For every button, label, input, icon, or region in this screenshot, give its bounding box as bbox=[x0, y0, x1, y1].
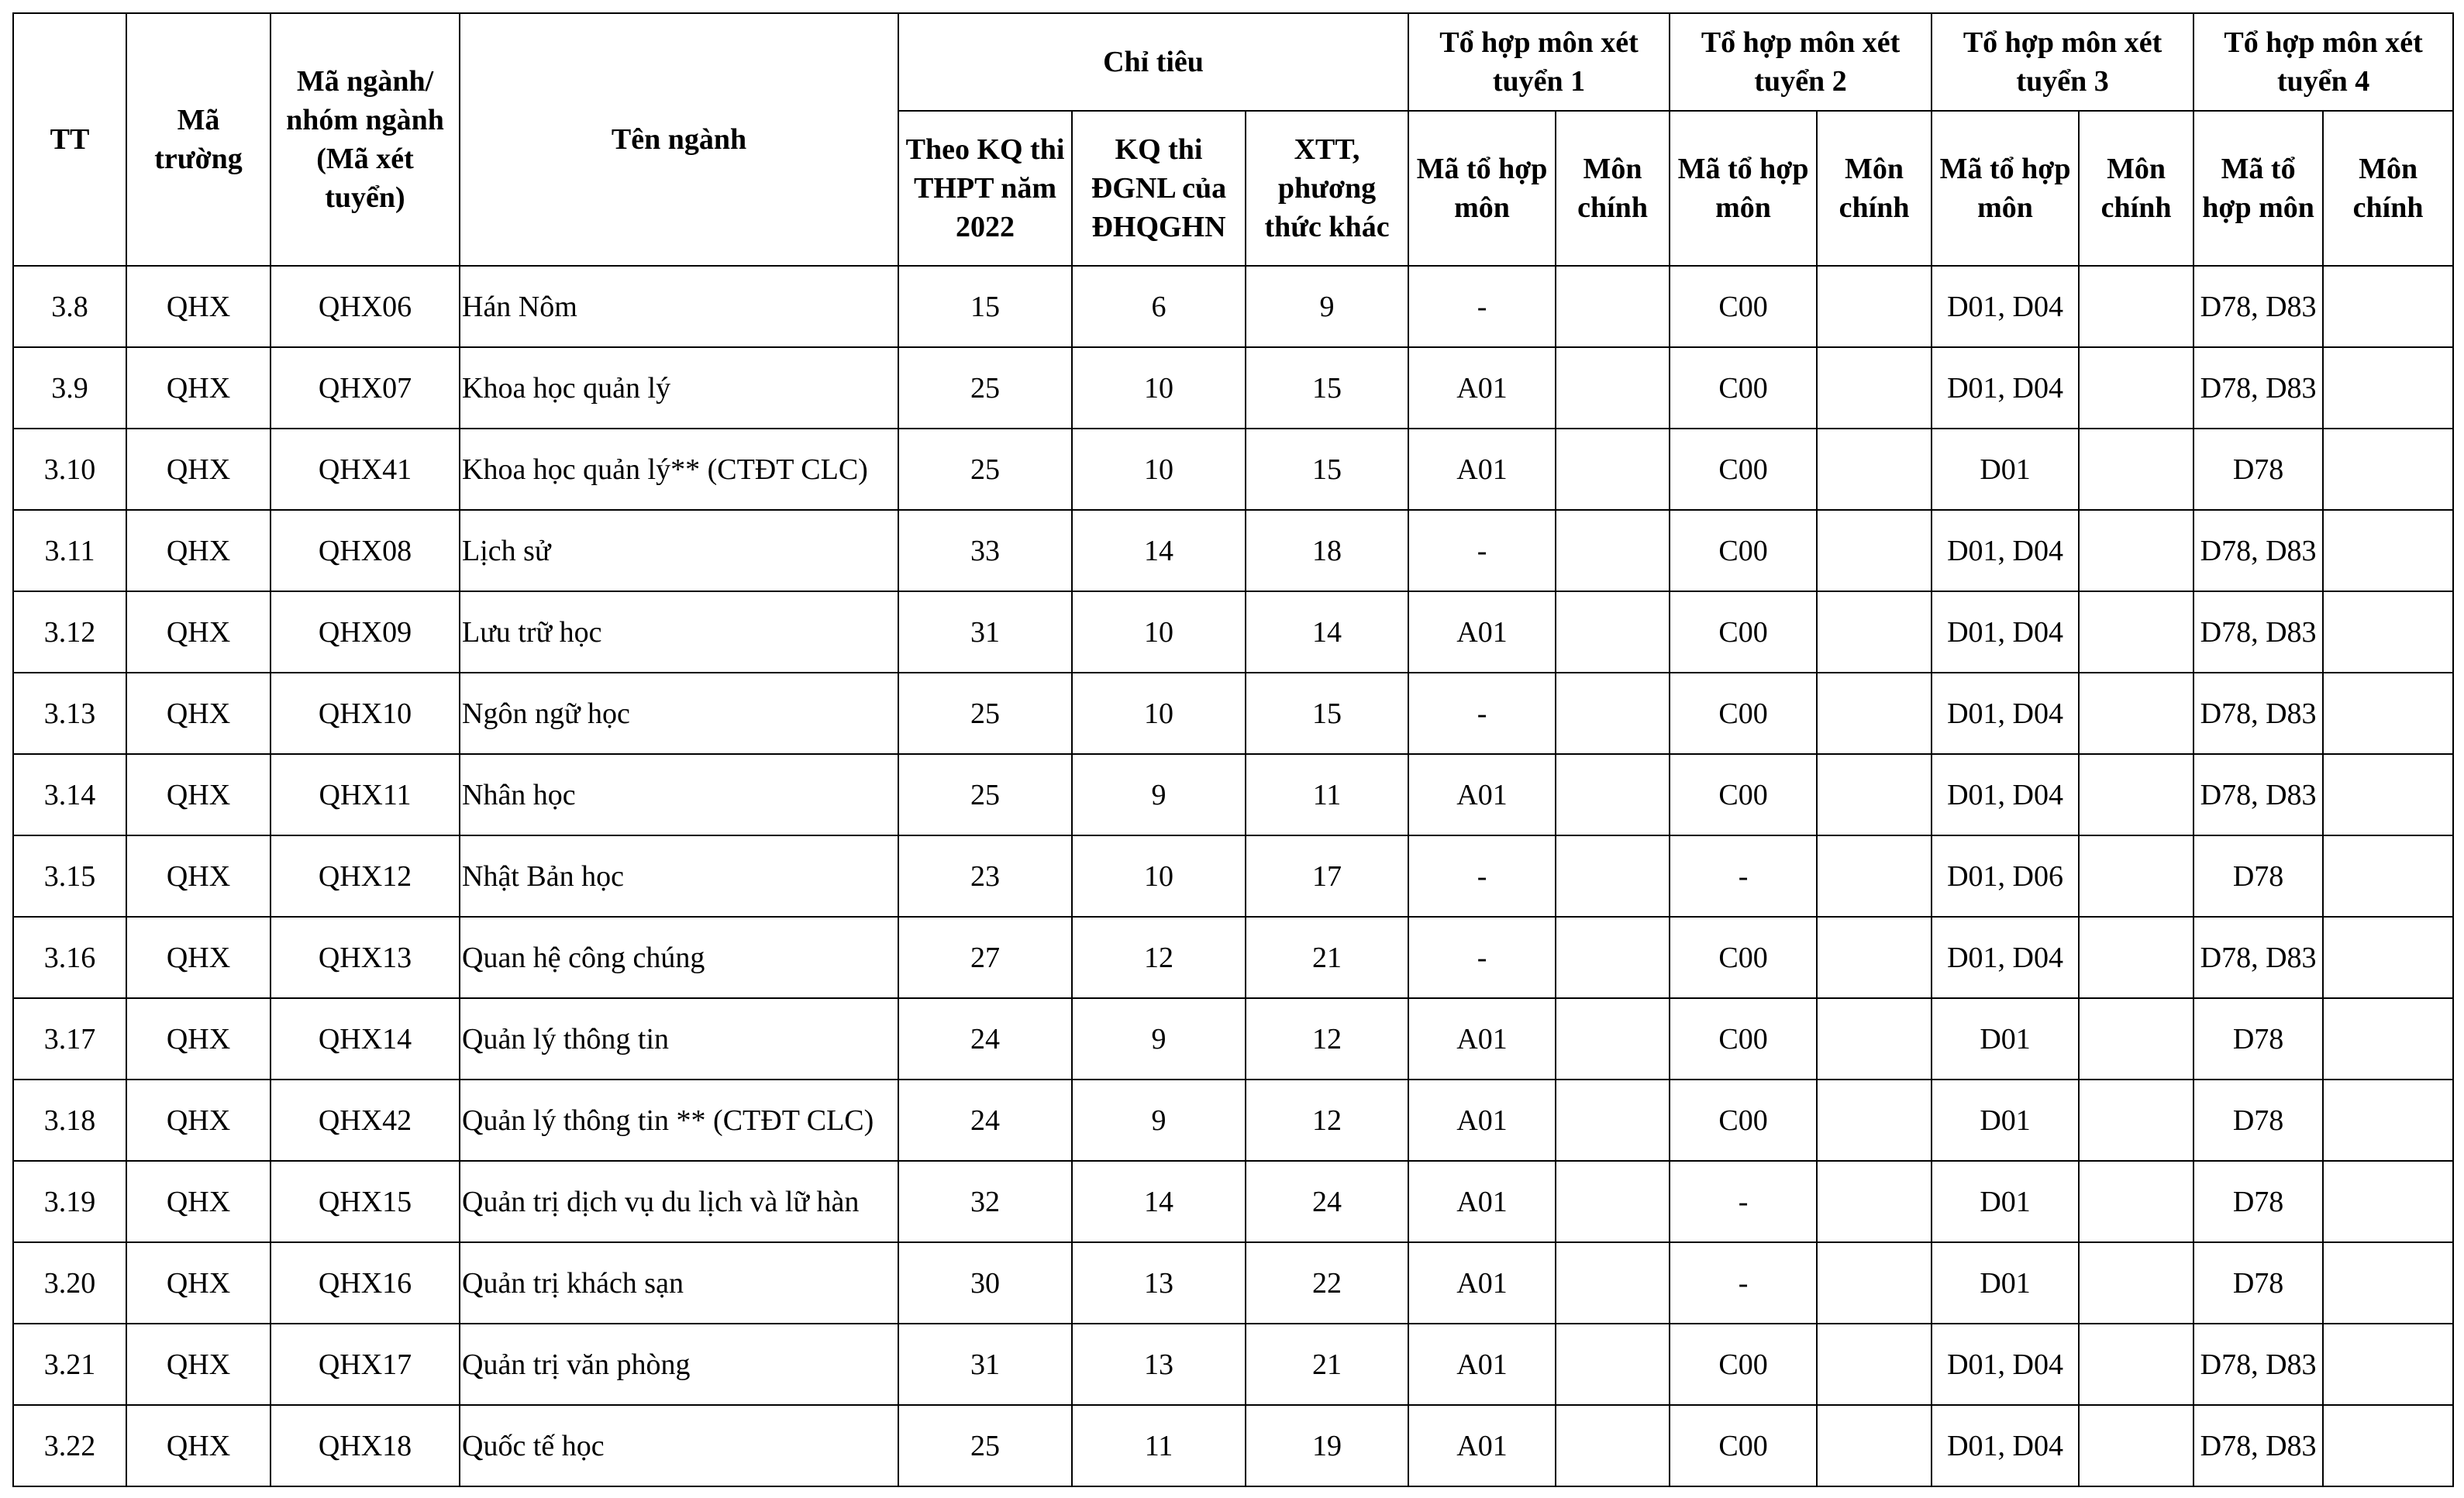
table-body bbox=[13, 266, 2453, 1486]
cell-group-1-main bbox=[1556, 266, 1670, 347]
cell-group-2-code: C00 bbox=[1670, 266, 1817, 347]
cell-school-code: QHX bbox=[126, 1161, 271, 1242]
cell-group-1-main bbox=[1556, 1080, 1670, 1161]
cell-group-2-code: - bbox=[1670, 1161, 1817, 1242]
cell-group-4-code: D78 bbox=[2193, 1161, 2323, 1242]
table-row bbox=[13, 673, 2453, 754]
cell-group-3-main bbox=[2079, 1324, 2193, 1405]
cell-group-4-code: D78, D83 bbox=[2193, 1324, 2323, 1405]
cell-major-code: QHX42 bbox=[271, 1080, 460, 1161]
cell-major-name: Quản trị văn phòng bbox=[460, 1324, 898, 1405]
cell-group-3-code: D01, D04 bbox=[1932, 266, 2079, 347]
header-major-code: Mã ngành/ nhóm ngành (Mã xét tuyển) bbox=[271, 13, 460, 266]
table-row bbox=[13, 1080, 2453, 1161]
cell-group-3-main bbox=[2079, 591, 2193, 673]
cell-group-2-code: C00 bbox=[1670, 510, 1817, 591]
cell-school-code: QHX bbox=[126, 1080, 271, 1161]
cell-group-1-code: A01 bbox=[1408, 998, 1556, 1080]
cell-group-3-code: D01, D06 bbox=[1932, 835, 2079, 917]
header-xtt: XTT, phương thức khác bbox=[1246, 111, 1408, 266]
cell-group-2-main bbox=[1817, 917, 1932, 998]
cell-school-code: QHX bbox=[126, 754, 271, 835]
cell-group-4-main bbox=[2323, 1080, 2453, 1161]
cell-major-name: Hán Nôm bbox=[460, 266, 898, 347]
cell-major-name: Lịch sử bbox=[460, 510, 898, 591]
cell-group-3-main bbox=[2079, 429, 2193, 510]
cell-group-1-main bbox=[1556, 998, 1670, 1080]
cell-quota-thpt: 27 bbox=[898, 917, 1072, 998]
table-row bbox=[13, 917, 2453, 998]
header-group-4: Tổ hợp môn xét tuyển 4 bbox=[2193, 13, 2453, 111]
cell-group-1-main bbox=[1556, 591, 1670, 673]
cell-group-1-main bbox=[1556, 835, 1670, 917]
cell-group-4-code: D78, D83 bbox=[2193, 347, 2323, 429]
cell-major-name: Quản trị khách sạn bbox=[460, 1242, 898, 1324]
cell-major-name: Quốc tế học bbox=[460, 1405, 898, 1486]
cell-group-1-code: A01 bbox=[1408, 754, 1556, 835]
cell-group-2-code: C00 bbox=[1670, 347, 1817, 429]
cell-group-4-code: D78, D83 bbox=[2193, 673, 2323, 754]
cell-school-code: QHX bbox=[126, 1242, 271, 1324]
cell-major-code: QHX09 bbox=[271, 591, 460, 673]
cell-group-3-code: D01, D04 bbox=[1932, 591, 2079, 673]
cell-quota-thpt: 24 bbox=[898, 1080, 1072, 1161]
table-row bbox=[13, 835, 2453, 917]
cell-major-code: QHX41 bbox=[271, 429, 460, 510]
cell-group-2-main bbox=[1817, 429, 1932, 510]
header-g1-main: Môn chính bbox=[1556, 111, 1670, 266]
cell-quota-xtt: 9 bbox=[1246, 266, 1408, 347]
cell-group-3-code: D01 bbox=[1932, 1080, 2079, 1161]
cell-school-code: QHX bbox=[126, 1324, 271, 1405]
cell-quota-dgnl: 14 bbox=[1072, 1161, 1246, 1242]
cell-quota-xtt: 17 bbox=[1246, 835, 1408, 917]
admission-table bbox=[12, 12, 2454, 1487]
table-row bbox=[13, 266, 2453, 347]
cell-major-code: QHX06 bbox=[271, 266, 460, 347]
cell-group-1-main bbox=[1556, 510, 1670, 591]
header-g3-main: Môn chính bbox=[2079, 111, 2193, 266]
cell-quota-xtt: 22 bbox=[1246, 1242, 1408, 1324]
cell-major-code: QHX15 bbox=[271, 1161, 460, 1242]
cell-group-1-code: A01 bbox=[1408, 591, 1556, 673]
table-row bbox=[13, 510, 2453, 591]
cell-group-4-main bbox=[2323, 591, 2453, 673]
header-g1-code: Mã tổ hợp môn bbox=[1408, 111, 1556, 266]
cell-quota-dgnl: 9 bbox=[1072, 998, 1246, 1080]
cell-group-3-main bbox=[2079, 1242, 2193, 1324]
cell-major-name: Nhân học bbox=[460, 754, 898, 835]
cell-quota-dgnl: 10 bbox=[1072, 835, 1246, 917]
cell-group-2-code: C00 bbox=[1670, 673, 1817, 754]
cell-group-1-code: A01 bbox=[1408, 1324, 1556, 1405]
cell-group-3-code: D01, D04 bbox=[1932, 917, 2079, 998]
cell-tt: 3.10 bbox=[13, 429, 126, 510]
cell-tt: 3.15 bbox=[13, 835, 126, 917]
cell-major-name: Nhật Bản học bbox=[460, 835, 898, 917]
cell-group-2-main bbox=[1817, 1080, 1932, 1161]
cell-group-1-code: - bbox=[1408, 510, 1556, 591]
cell-group-4-main bbox=[2323, 998, 2453, 1080]
cell-group-3-code: D01 bbox=[1932, 429, 2079, 510]
cell-group-1-main bbox=[1556, 1405, 1670, 1486]
cell-group-3-code: D01, D04 bbox=[1932, 754, 2079, 835]
cell-major-name: Quản lý thông tin bbox=[460, 998, 898, 1080]
cell-school-code: QHX bbox=[126, 266, 271, 347]
cell-group-3-code: D01, D04 bbox=[1932, 1405, 2079, 1486]
cell-group-4-code: D78, D83 bbox=[2193, 266, 2323, 347]
cell-group-1-code: A01 bbox=[1408, 1242, 1556, 1324]
cell-group-3-main bbox=[2079, 1161, 2193, 1242]
cell-tt: 3.9 bbox=[13, 347, 126, 429]
cell-tt: 3.11 bbox=[13, 510, 126, 591]
cell-group-2-main bbox=[1817, 510, 1932, 591]
cell-quota-thpt: 30 bbox=[898, 1242, 1072, 1324]
cell-quota-thpt: 25 bbox=[898, 1405, 1072, 1486]
cell-group-3-main bbox=[2079, 673, 2193, 754]
cell-school-code: QHX bbox=[126, 510, 271, 591]
cell-group-1-main bbox=[1556, 1242, 1670, 1324]
cell-quota-xtt: 21 bbox=[1246, 917, 1408, 998]
cell-tt: 3.14 bbox=[13, 754, 126, 835]
cell-group-4-main bbox=[2323, 347, 2453, 429]
cell-tt: 3.17 bbox=[13, 998, 126, 1080]
cell-group-1-main bbox=[1556, 429, 1670, 510]
cell-school-code: QHX bbox=[126, 429, 271, 510]
cell-group-2-code: - bbox=[1670, 1242, 1817, 1324]
cell-group-2-code: C00 bbox=[1670, 1324, 1817, 1405]
cell-major-code: QHX17 bbox=[271, 1324, 460, 1405]
cell-quota-xtt: 11 bbox=[1246, 754, 1408, 835]
cell-group-3-code: D01, D04 bbox=[1932, 1324, 2079, 1405]
cell-group-3-main bbox=[2079, 347, 2193, 429]
cell-quota-dgnl: 10 bbox=[1072, 591, 1246, 673]
table-row bbox=[13, 347, 2453, 429]
cell-group-2-main bbox=[1817, 1405, 1932, 1486]
cell-major-code: QHX07 bbox=[271, 347, 460, 429]
cell-major-code: QHX08 bbox=[271, 510, 460, 591]
cell-quota-dgnl: 9 bbox=[1072, 754, 1246, 835]
cell-group-4-main bbox=[2323, 510, 2453, 591]
table-row bbox=[13, 1405, 2453, 1486]
cell-quota-thpt: 15 bbox=[898, 266, 1072, 347]
header-group-3: Tổ hợp môn xét tuyển 3 bbox=[1932, 13, 2193, 111]
cell-tt: 3.22 bbox=[13, 1405, 126, 1486]
cell-quota-thpt: 25 bbox=[898, 754, 1072, 835]
cell-group-3-code: D01 bbox=[1932, 998, 2079, 1080]
cell-group-1-code: A01 bbox=[1408, 1405, 1556, 1486]
cell-group-4-main bbox=[2323, 1161, 2453, 1242]
cell-group-1-code: - bbox=[1408, 266, 1556, 347]
cell-group-4-code: D78 bbox=[2193, 998, 2323, 1080]
cell-group-4-main bbox=[2323, 835, 2453, 917]
cell-major-code: QHX16 bbox=[271, 1242, 460, 1324]
cell-quota-dgnl: 13 bbox=[1072, 1324, 1246, 1405]
cell-group-4-main bbox=[2323, 917, 2453, 998]
header-g4-main: Môn chính bbox=[2323, 111, 2453, 266]
cell-quota-dgnl: 6 bbox=[1072, 266, 1246, 347]
cell-group-2-main bbox=[1817, 998, 1932, 1080]
cell-group-4-main bbox=[2323, 1405, 2453, 1486]
header-major-name: Tên ngành bbox=[460, 13, 898, 266]
cell-school-code: QHX bbox=[126, 673, 271, 754]
cell-group-4-code: D78 bbox=[2193, 429, 2323, 510]
cell-quota-dgnl: 9 bbox=[1072, 1080, 1246, 1161]
cell-group-2-main bbox=[1817, 1324, 1932, 1405]
cell-group-4-code: D78 bbox=[2193, 1080, 2323, 1161]
cell-group-3-code: D01, D04 bbox=[1932, 347, 2079, 429]
table-row bbox=[13, 754, 2453, 835]
cell-major-name: Quan hệ công chúng bbox=[460, 917, 898, 998]
header-g2-code: Mã tổ hợp môn bbox=[1670, 111, 1817, 266]
table-row bbox=[13, 998, 2453, 1080]
cell-group-2-code: C00 bbox=[1670, 998, 1817, 1080]
header-g4-code: Mã tổ hợp môn bbox=[2193, 111, 2323, 266]
cell-major-name: Quản lý thông tin ** (CTĐT CLC) bbox=[460, 1080, 898, 1161]
cell-quota-xtt: 14 bbox=[1246, 591, 1408, 673]
cell-group-1-code: A01 bbox=[1408, 1080, 1556, 1161]
cell-group-1-code: - bbox=[1408, 673, 1556, 754]
cell-major-code: QHX11 bbox=[271, 754, 460, 835]
cell-quota-thpt: 25 bbox=[898, 429, 1072, 510]
table-row bbox=[13, 1324, 2453, 1405]
cell-school-code: QHX bbox=[126, 1405, 271, 1486]
table-row bbox=[13, 1161, 2453, 1242]
cell-quota-xtt: 19 bbox=[1246, 1405, 1408, 1486]
cell-group-2-main bbox=[1817, 591, 1932, 673]
cell-group-4-main bbox=[2323, 1324, 2453, 1405]
cell-quota-dgnl: 10 bbox=[1072, 673, 1246, 754]
cell-group-3-main bbox=[2079, 510, 2193, 591]
cell-quota-dgnl: 14 bbox=[1072, 510, 1246, 591]
header-g2-main: Môn chính bbox=[1817, 111, 1932, 266]
header-quota: Chỉ tiêu bbox=[898, 13, 1408, 111]
cell-group-4-main bbox=[2323, 754, 2453, 835]
cell-group-4-main bbox=[2323, 673, 2453, 754]
cell-quota-dgnl: 13 bbox=[1072, 1242, 1246, 1324]
cell-quota-thpt: 24 bbox=[898, 998, 1072, 1080]
cell-quota-xtt: 18 bbox=[1246, 510, 1408, 591]
cell-quota-thpt: 25 bbox=[898, 347, 1072, 429]
cell-group-3-code: D01, D04 bbox=[1932, 673, 2079, 754]
cell-quota-xtt: 24 bbox=[1246, 1161, 1408, 1242]
cell-quota-thpt: 31 bbox=[898, 591, 1072, 673]
cell-group-4-main bbox=[2323, 429, 2453, 510]
cell-quota-xtt: 15 bbox=[1246, 347, 1408, 429]
cell-group-3-main bbox=[2079, 754, 2193, 835]
cell-group-2-main bbox=[1817, 347, 1932, 429]
cell-quota-thpt: 33 bbox=[898, 510, 1072, 591]
cell-group-3-code: D01 bbox=[1932, 1242, 2079, 1324]
cell-group-3-main bbox=[2079, 998, 2193, 1080]
cell-school-code: QHX bbox=[126, 835, 271, 917]
cell-tt: 3.21 bbox=[13, 1324, 126, 1405]
cell-school-code: QHX bbox=[126, 347, 271, 429]
cell-group-3-main bbox=[2079, 266, 2193, 347]
cell-group-1-main bbox=[1556, 347, 1670, 429]
cell-group-1-main bbox=[1556, 673, 1670, 754]
cell-tt: 3.20 bbox=[13, 1242, 126, 1324]
cell-group-2-code: C00 bbox=[1670, 429, 1817, 510]
cell-group-4-code: D78, D83 bbox=[2193, 591, 2323, 673]
cell-quota-thpt: 31 bbox=[898, 1324, 1072, 1405]
cell-group-2-main bbox=[1817, 1242, 1932, 1324]
header-group-2: Tổ hợp môn xét tuyển 2 bbox=[1670, 13, 1932, 111]
cell-group-2-main bbox=[1817, 266, 1932, 347]
cell-group-3-main bbox=[2079, 917, 2193, 998]
cell-tt: 3.19 bbox=[13, 1161, 126, 1242]
cell-quota-thpt: 32 bbox=[898, 1161, 1072, 1242]
cell-group-3-code: D01, D04 bbox=[1932, 510, 2079, 591]
cell-major-name: Khoa học quản lý** (CTĐT CLC) bbox=[460, 429, 898, 510]
cell-quota-xtt: 12 bbox=[1246, 1080, 1408, 1161]
cell-group-4-code: D78 bbox=[2193, 1242, 2323, 1324]
cell-school-code: QHX bbox=[126, 591, 271, 673]
cell-group-2-main bbox=[1817, 1161, 1932, 1242]
cell-group-1-code: A01 bbox=[1408, 347, 1556, 429]
header-row-1 bbox=[13, 13, 2453, 111]
cell-tt: 3.12 bbox=[13, 591, 126, 673]
cell-group-3-main bbox=[2079, 1405, 2193, 1486]
cell-major-code: QHX18 bbox=[271, 1405, 460, 1486]
cell-major-code: QHX13 bbox=[271, 917, 460, 998]
header-group-1: Tổ hợp môn xét tuyển 1 bbox=[1408, 13, 1670, 111]
cell-group-2-code: C00 bbox=[1670, 1405, 1817, 1486]
cell-group-1-main bbox=[1556, 1161, 1670, 1242]
header-g3-code: Mã tổ hợp môn bbox=[1932, 111, 2079, 266]
cell-group-2-code: C00 bbox=[1670, 754, 1817, 835]
cell-group-3-code: D01 bbox=[1932, 1161, 2079, 1242]
cell-major-name: Ngôn ngữ học bbox=[460, 673, 898, 754]
table-row bbox=[13, 591, 2453, 673]
cell-major-name: Khoa học quản lý bbox=[460, 347, 898, 429]
cell-quota-dgnl: 10 bbox=[1072, 429, 1246, 510]
cell-tt: 3.13 bbox=[13, 673, 126, 754]
cell-group-3-main bbox=[2079, 835, 2193, 917]
header-tt: TT bbox=[13, 13, 126, 266]
cell-group-1-code: A01 bbox=[1408, 1161, 1556, 1242]
cell-major-name: Lưu trữ học bbox=[460, 591, 898, 673]
cell-group-4-code: D78, D83 bbox=[2193, 917, 2323, 998]
cell-group-2-main bbox=[1817, 673, 1932, 754]
cell-group-2-code: - bbox=[1670, 835, 1817, 917]
cell-group-1-main bbox=[1556, 917, 1670, 998]
cell-major-code: QHX12 bbox=[271, 835, 460, 917]
cell-quota-xtt: 15 bbox=[1246, 429, 1408, 510]
cell-group-2-main bbox=[1817, 835, 1932, 917]
table-row bbox=[13, 1242, 2453, 1324]
header-thpt: Theo KQ thi THPT năm 2022 bbox=[898, 111, 1072, 266]
cell-group-2-code: C00 bbox=[1670, 917, 1817, 998]
cell-major-name: Quản trị dịch vụ du lịch và lữ hàn bbox=[460, 1161, 898, 1242]
cell-group-4-code: D78 bbox=[2193, 835, 2323, 917]
cell-quota-dgnl: 11 bbox=[1072, 1405, 1246, 1486]
cell-quota-xtt: 15 bbox=[1246, 673, 1408, 754]
cell-quota-thpt: 25 bbox=[898, 673, 1072, 754]
cell-group-4-code: D78, D83 bbox=[2193, 754, 2323, 835]
cell-group-1-code: A01 bbox=[1408, 429, 1556, 510]
cell-quota-thpt: 23 bbox=[898, 835, 1072, 917]
cell-quota-dgnl: 12 bbox=[1072, 917, 1246, 998]
cell-group-2-main bbox=[1817, 754, 1932, 835]
cell-school-code: QHX bbox=[126, 998, 271, 1080]
header-dgnl: KQ thi ĐGNL của ĐHQGHN bbox=[1072, 111, 1246, 266]
cell-group-4-main bbox=[2323, 1242, 2453, 1324]
cell-quota-dgnl: 10 bbox=[1072, 347, 1246, 429]
cell-tt: 3.16 bbox=[13, 917, 126, 998]
cell-quota-xtt: 21 bbox=[1246, 1324, 1408, 1405]
cell-group-4-code: D78, D83 bbox=[2193, 510, 2323, 591]
header-school-code: Mã trường bbox=[126, 13, 271, 266]
table-row bbox=[13, 429, 2453, 510]
cell-group-4-main bbox=[2323, 266, 2453, 347]
cell-quota-xtt: 12 bbox=[1246, 998, 1408, 1080]
cell-tt: 3.18 bbox=[13, 1080, 126, 1161]
cell-group-2-code: C00 bbox=[1670, 1080, 1817, 1161]
cell-group-4-code: D78, D83 bbox=[2193, 1405, 2323, 1486]
cell-group-1-main bbox=[1556, 754, 1670, 835]
cell-group-1-code: - bbox=[1408, 835, 1556, 917]
cell-group-3-main bbox=[2079, 1080, 2193, 1161]
cell-school-code: QHX bbox=[126, 917, 271, 998]
cell-group-1-main bbox=[1556, 1324, 1670, 1405]
cell-major-code: QHX10 bbox=[271, 673, 460, 754]
cell-major-code: QHX14 bbox=[271, 998, 460, 1080]
cell-group-1-code: - bbox=[1408, 917, 1556, 998]
cell-group-2-code: C00 bbox=[1670, 591, 1817, 673]
cell-tt: 3.8 bbox=[13, 266, 126, 347]
